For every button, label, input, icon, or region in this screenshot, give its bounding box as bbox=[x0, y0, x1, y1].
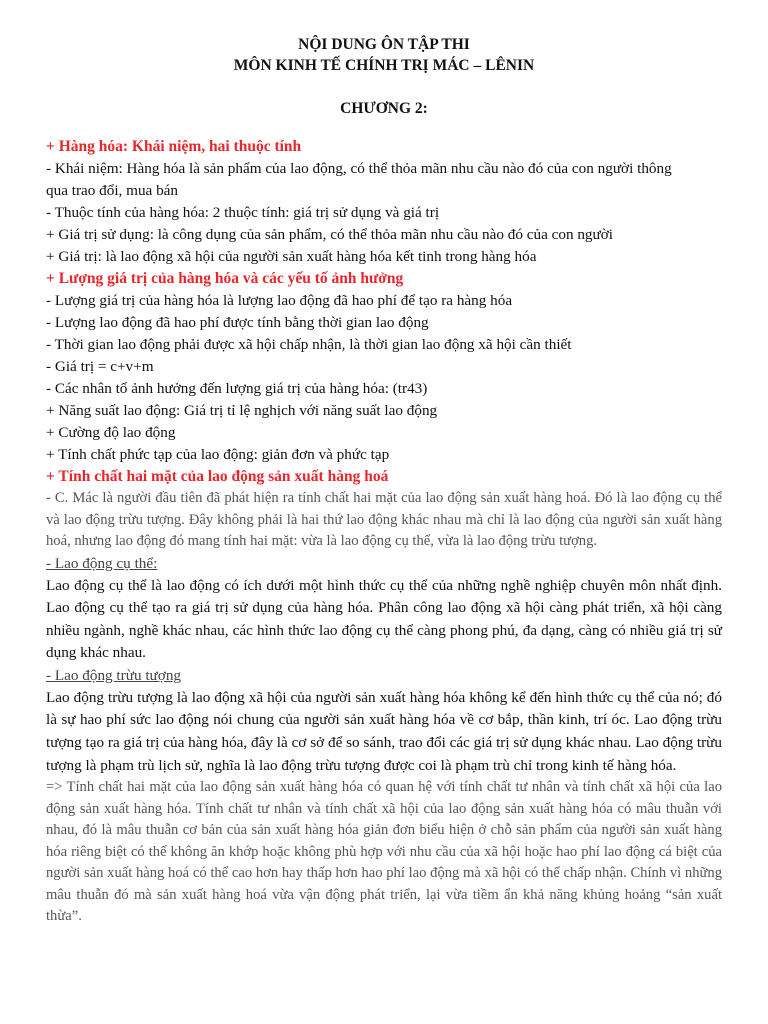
section1-line: - Thuộc tính của hàng hóa: 2 thuộc tính: giá trị sử dụng và giá trị bbox=[46, 204, 440, 221]
document-title-line2: MÔN KINH TẾ CHÍNH TRỊ MÁC – LÊNIN bbox=[233, 57, 535, 74]
section2-line: + Tính chất phức tạp của lao động: giản đơn và phức tạp bbox=[46, 446, 390, 463]
section2-line: + Năng suất lao động: Giá trị tỉ lệ nghịch với năng suất lao động bbox=[46, 402, 438, 419]
section2-line: + Cường độ lao động bbox=[46, 424, 176, 441]
section3-intro: - C. Mác là người đầu tiên đã phát hiện ra tính chất hai mặt của lao động sản xuất hàng hoá. Đó là lao động cụ thể và lao động trừu tượng. Đây không phải là hai thứ lao động khác nhau mà chỉ là lao động của người sản xuất hàng hoá, nhưng lao động đó mang tính hai mặt: vừa là lao động cụ thể, vừa là lao động trừu tượng. bbox=[46, 490, 722, 549]
section1-heading: + Hàng hóa: Khái niệm, hai thuộc tính bbox=[46, 138, 302, 155]
section1-line: + Giá trị sử dụng: là công dụng của sản phẩm, có thể thỏa mãn nhu cầu nào đó của con người bbox=[46, 226, 614, 243]
section2-line: - Các nhân tố ảnh hưởng đến lượng giá trị của hàng hóa: (tr43) bbox=[46, 380, 428, 397]
section3-heading: + Tính chất hai mặt của lao động sản xuất hàng hoá bbox=[46, 468, 389, 485]
conclusion-text: => Tính chất hai mặt của lao động sản xuất hàng hóa có quan hệ với tính chất tư nhân và tính chất xã hội của lao động sản xuất hàng hóa. Tính chất tư nhân và tính chất xã hội của lao động sản xuất hàng hóa có mâu thuẫn với nhau, đó là mâu thuẫn cơ bản của sản xuất hàng hóa giản đơn biểu hiện ở chỗ sản phẩm của người sản xuất hàng hóa riêng biệt có thể không ăn khớp hoặc không phù hợp với nhu cầu của xã hội hoặc hao phí lao động cá biệt của người sản xuất hàng hoá có thể cao hơn hay thấp hơn hao phí lao động mà xã hội có thể chấp nhận. Chính vì những mâu thuẫn đó mà sản xuất hàng hoá vừa vận động phát triển, lại vừa tiềm ẩn khả năng khủng hoảng “sản xuất thừa”. bbox=[46, 779, 722, 925]
abstract-labor-text: Lao động trừu tượng là lao động xã hội của người sản xuất hàng hóa không kể đến hình thức cụ thể của nó; đó là sự hao phí sức lao động nói chung của người sản xuất hàng hóa về cơ bắp, thần kinh, trí óc. Lao động trừu tượng tạo ra giá trị của hàng hóa, đây là cơ sở để so sánh, trao đổi các giá trị sử dụng khác nhau. Lao động trừu tượng là phạm trù lịch sử, nghĩa là lao động trừu tượng được coi là phạm trù chỉ trong kinh tế hàng hóa. bbox=[46, 688, 722, 774]
section1-line: - Khái niệm: Hàng hóa là sản phẩm của lao động, có thể thỏa mãn nhu cầu nào đó của con người thông bbox=[46, 160, 672, 177]
document-title-line1: NỘI DUNG ÔN TẬP THI bbox=[298, 36, 470, 53]
concrete-labor-text: Lao động cụ thể là lao động có ích dưới một hình thức cụ thể của những nghề nghiệp chuyên môn nhất định. Lao động cụ thể tạo ra giá trị sử dụng của hàng hóa. Phân công lao động xã hội càng phát triển, xã hội càng nhiều ngành, nghề khác nhau, các hình thức lao động cụ thể càng phong phú, đa dạng, càng có nhiều giá trị sử dụng khác nhau. bbox=[46, 576, 722, 662]
section1-line: + Giá trị: là lao động xã hội của người sản xuất hàng hóa kết tinh trong hàng hóa bbox=[46, 248, 537, 265]
concrete-labor-label: - Lao động cụ thể: bbox=[46, 554, 158, 572]
chapter-heading: CHƯƠNG 2: bbox=[340, 100, 428, 117]
section1-line: qua trao đổi, mua bán bbox=[46, 182, 179, 199]
section2-line: - Giá trị = c+v+m bbox=[46, 358, 154, 375]
section2-line: - Lượng lao động đã hao phí được tính bằng thời gian lao động bbox=[46, 314, 429, 331]
section2-heading: + Lượng giá trị của hàng hóa và các yếu tố ảnh hưởng bbox=[46, 270, 404, 287]
section2-line: - Thời gian lao động phải được xã hội chấp nhận, là thời gian lao động xã hội cần thiết bbox=[46, 336, 572, 353]
section2-line: - Lượng giá trị của hàng hóa là lượng lao động đã hao phí để tạo ra hàng hóa bbox=[46, 292, 513, 309]
abstract-labor-label: - Lao động trừu tượng bbox=[46, 666, 182, 684]
